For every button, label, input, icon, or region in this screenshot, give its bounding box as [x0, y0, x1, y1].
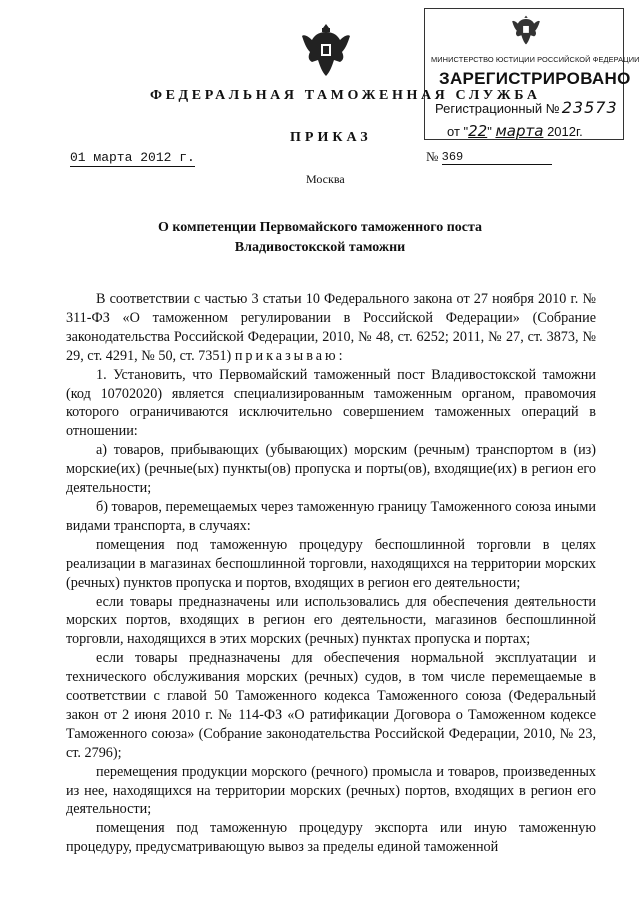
- body-paragraph: 1. Установить, что Первомайский таможенный пост Владивостокской таможни (код 10702020) является специализированным таможенным органом, правомочия которого ограничиваются исключительно совершением таможенных операций в отношении:: [66, 366, 596, 440]
- stamp-ministry-name: МИНИСТЕРСТВО ЮСТИЦИИ РОССИЙСКОЙ ФЕДЕРАЦИИ: [431, 55, 640, 64]
- order-number-value: 369: [441, 150, 464, 164]
- coat-of-arms-icon: [300, 20, 352, 78]
- order-word: приказываю:: [234, 347, 346, 364]
- document-title: [100, 218, 540, 258]
- order-number-prefix: №: [426, 149, 439, 164]
- stamp-reg-value: 23573: [561, 98, 618, 117]
- body-paragraph: перемещения продукции морского (речного) промысла и товаров, произведенных из нее, находящихся на территории морских (речных) портов, входящих в регион его деятельности;: [66, 763, 596, 818]
- order-date: 01 марта 2012 г.: [70, 150, 195, 165]
- coat-of-arms-icon: [511, 13, 541, 47]
- intro-text: В соответствии с частью 3 статьи 10 Федерального закона от 27 ноября 2010 г. № 311-ФЗ «О таможенном регулировании в Российской Федерации» (Собрание законодательства Российской Федерации, 2010, № 48, ст. 6252; 2011, № 27, ст. 3873, № 29, ст. 4291, № 50, ст. 7351): [66, 291, 596, 364]
- city: Москва: [306, 172, 345, 186]
- stamp-date-month: марта: [495, 122, 544, 140]
- body-paragraph: помещения под таможенную процедуру беспошлинной торговли в целях реализации в магазинах беспошлинной торговли, находящихся на территории морских (речных) пунктов пропуска и портов, входящих в регион его деятельности;: [66, 536, 596, 591]
- registration-stamp: [424, 8, 640, 140]
- body-paragraph: если товары предназначены для обеспечения нормальной эксплуатации и технического обслуживания морских (речных) судов, в том числе перемещаемые в соответствии с главой 50 Таможенного кодекса Таможенного союза (Федеральный закон от 2 июня 2010 г. № 114-ФЗ «О ратификации Договора о Таможенном кодексе Таможенного союза» (Собрание законодательства Российской Федерации, 2010, № 23, ст. 2796);: [66, 650, 596, 761]
- stamp-date-quote: ": [487, 124, 492, 139]
- document-body: [66, 290, 596, 857]
- stamp-registration-date: [447, 122, 583, 140]
- body-paragraph: помещения под таможенную процедуру экспорта или иную таможенную процедуру, предусматривающую вывоз за пределы единой таможенной: [66, 820, 596, 856]
- stamp-date-year: 2012г.: [547, 124, 583, 139]
- stamp-status: ЗАРЕГИСТРИРОВАНО: [439, 69, 631, 88]
- body-paragraph: а) товаров, прибывающих (убывающих) морским (речным) транспортом в (из) морские(их) (речные(ых) пункты(ов) пропуска и порты(ов), входящие(их) в регион его деятельности;: [66, 442, 596, 497]
- stamp-reg-label: Регистрационный №: [435, 101, 560, 116]
- document-type: ПРИКАЗ: [290, 130, 372, 145]
- document-title-line: Владивостокской таможни: [234, 240, 406, 255]
- body-paragraph: б) товаров, перемещаемых через таможенную границу Таможенного союза иными видами транспорта, в случаях:: [66, 498, 596, 534]
- agency-name: ФЕДЕРАЛЬНАЯ ТАМОЖЕННАЯ СЛУЖБА: [150, 88, 541, 103]
- document-title-line: О компетенции Первомайского таможенного поста: [157, 220, 483, 235]
- body-paragraph: если товары предназначены или использовались для обеспечения деятельности морских портов, входящих в регион его деятельности, магазинов беспошлинной торговли, находящихся в этих морских (речных) пунктах пропуска и портах;: [66, 593, 596, 648]
- intro-paragraph: [66, 290, 596, 366]
- stamp-date-prefix: от ": [447, 124, 469, 139]
- stamp-date-day: 22: [468, 122, 488, 140]
- order-number: [426, 148, 552, 165]
